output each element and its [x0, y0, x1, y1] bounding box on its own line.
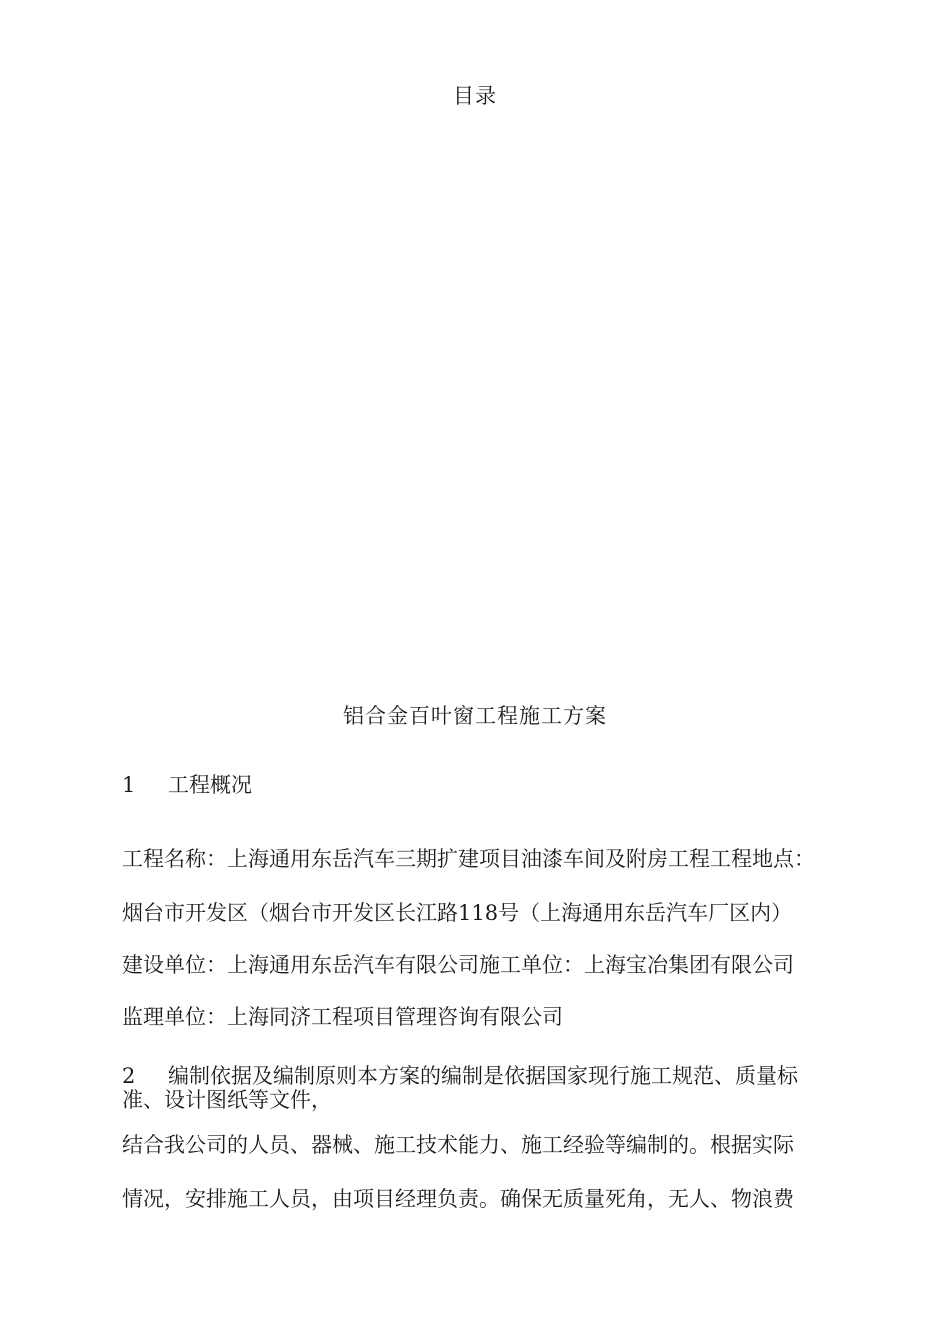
section-1-heading [122, 772, 832, 798]
document-title: 铝合金百叶窗工程施工方案 [343, 704, 607, 728]
section-2-number: 2 [122, 1064, 136, 1088]
section-1-number: 1 [122, 773, 136, 797]
body-line-2: 情况，安排施工人员，由项目经理负责。确保无质量死角，无人、物浪费 [122, 1187, 794, 1211]
section-2-text: 编制依据及编制原则本方案的编制是依据国家现行施工规范、质量标准、设计图纸等文件， [122, 1064, 798, 1112]
overview-line-project-name: 工程名称：上海通用东岳汽车三期扩建项目油漆车间及附房工程工程地点： [122, 847, 815, 871]
section-2-paragraph [122, 1064, 832, 1112]
overview-line-location: 烟台市开发区（烟台市开发区长江路118号（上海通用东岳汽车厂区内） [122, 901, 793, 925]
toc-title: 目录 [453, 84, 497, 108]
overview-line-supervisor: 监理单位：上海同济工程项目管理咨询有限公司 [122, 1005, 563, 1029]
body-line-1: 结合我公司的人员、器械、施工技术能力、施工经验等编制的。根据实际 [122, 1133, 794, 1157]
section-1-title: 工程概况 [168, 773, 252, 797]
overview-line-owner-contractor: 建设单位：上海通用东岳汽车有限公司施工单位：上海宝冶集团有限公司 [122, 953, 794, 977]
